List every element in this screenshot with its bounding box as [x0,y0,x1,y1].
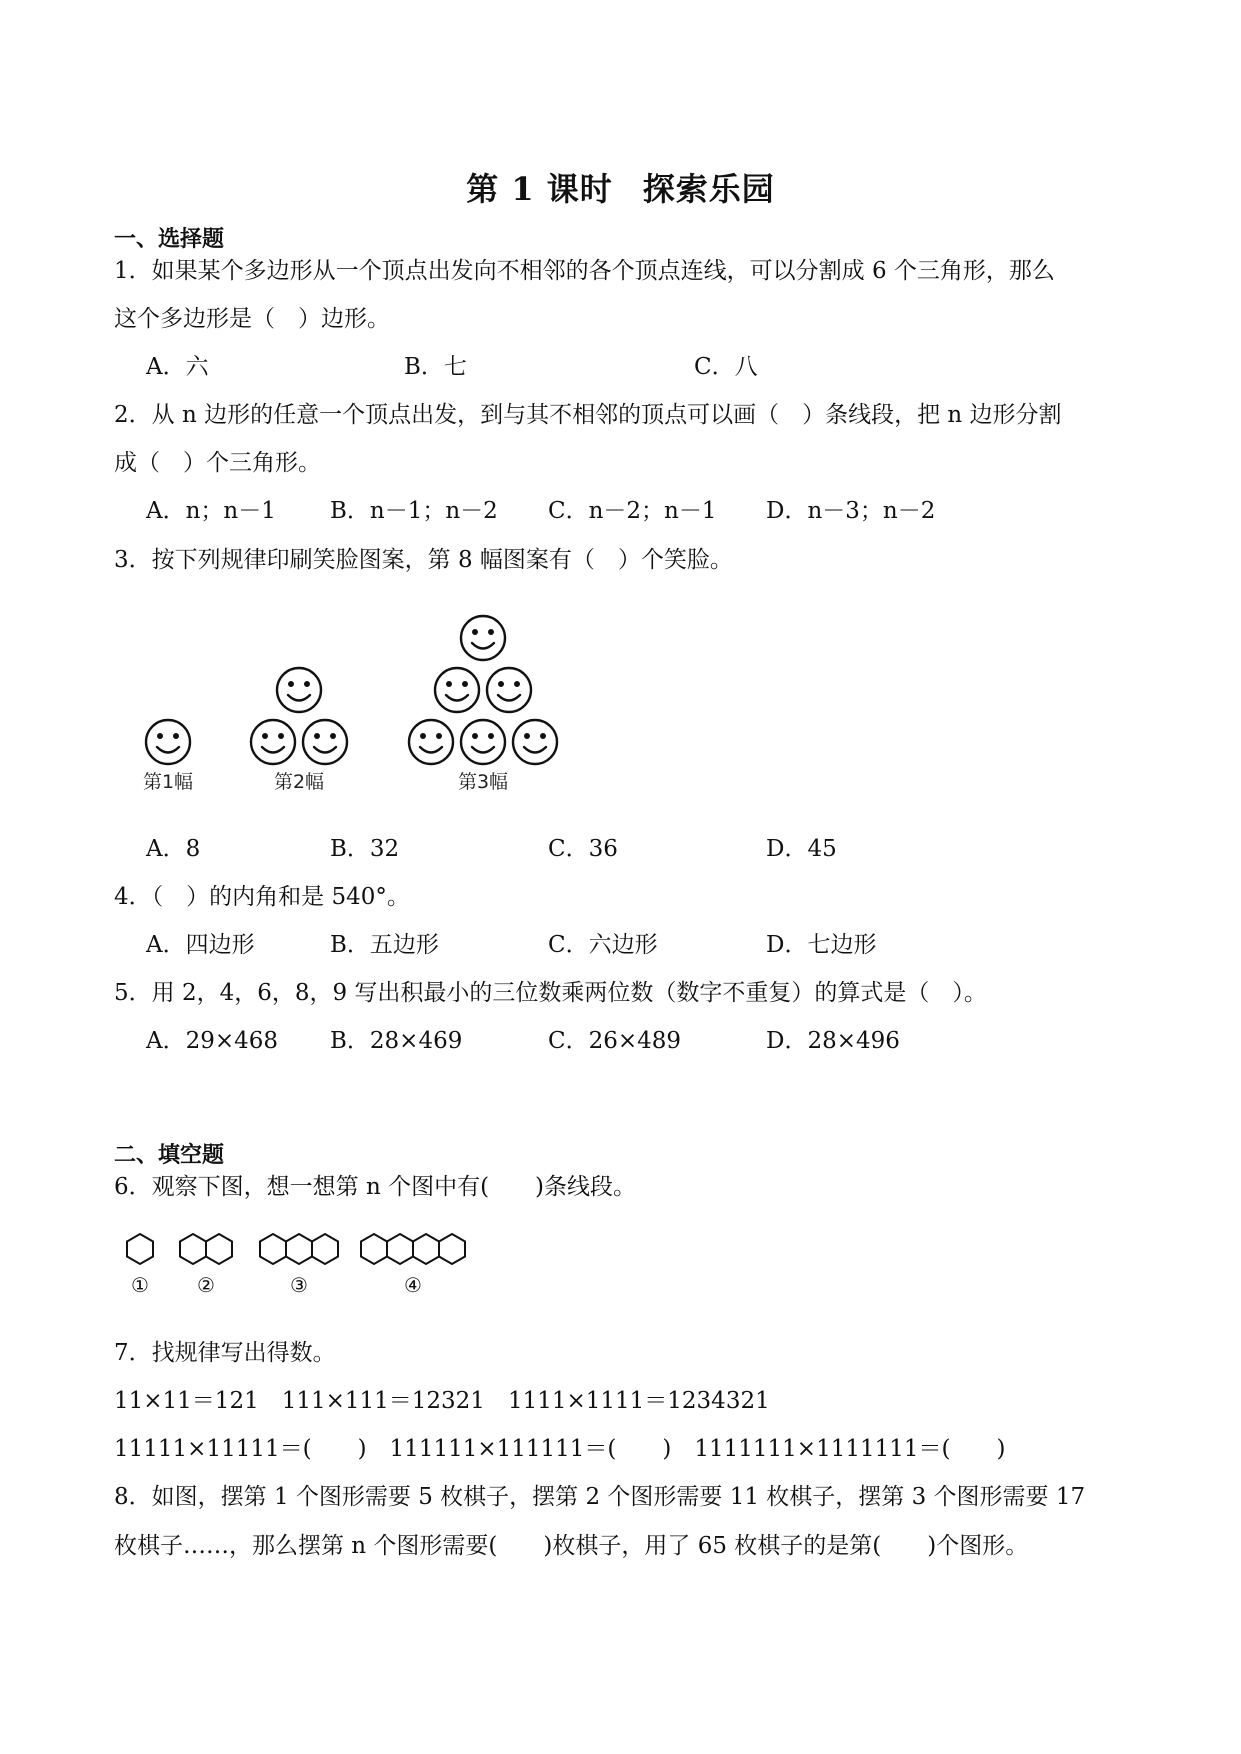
question-2-line-1: 2．从 n 边形的任意一个顶点出发，到与其不相邻的顶点可以画（ ）条线段，把 n 边形分割 [114,402,1062,428]
smiley-face-icon [513,720,557,764]
figure-caption-2: 第2幅 [273,771,325,793]
question-5-option-d: D．28×496 [766,1028,900,1054]
question-2-option-c: C．n－2；n－1 [548,498,717,524]
question-6-line-1: 6．观察下图，想一想第 n 个图中有( )条线段。 [114,1174,637,1200]
question-8-line-1: 8．如图，摆第 1 个图形需要 5 枚棋子，摆第 2 个图形需要 11 枚棋子，摆第 3 个图形需要 17 [114,1484,1086,1510]
lesson-name: 探索乐园 [642,170,775,208]
smiley-face-icon [146,720,190,764]
question-4-line-1: 4．（ ）的内角和是 540°。 [114,884,410,910]
hexagon-shape [439,1234,465,1264]
question-5-line-1: 5．用 2，4，6，8，9 写出积最小的三位数乘两位数（数字不重复）的算式是（ ）。 [114,980,987,1006]
section-heading-choice: 一、选择题 [114,227,225,252]
hexagon-shape [286,1234,312,1264]
hexagon-shape [413,1234,439,1264]
question-4-option-a: A．四边形 [146,932,255,958]
hexagon-shape [180,1234,206,1264]
hexagon-shape [312,1234,338,1264]
hexagon-pattern-figure [120,1228,480,1300]
question-7-line-1: 7．找规律写出得数。 [114,1340,336,1366]
figure-label-2: ② [197,1273,215,1297]
question-2-option-d: D．n－3；n－2 [766,498,936,524]
figure-label-3: ③ [290,1273,308,1297]
figure-label-4: ④ [404,1273,422,1297]
hexagon-shape [206,1234,232,1264]
question-1-line-1: 1．如果某个多边形从一个顶点出发向不相邻的各个顶点连线，可以分割成 6 个三角形，那么 [114,258,1055,284]
smiley-pattern-figure [120,600,580,800]
hexagon-shape [260,1234,286,1264]
page-title [0,164,1241,210]
question-5-option-c: C．26×489 [548,1028,682,1054]
smiley-face-icon [409,720,453,764]
question-2-line-2: 成（ ）个三角形。 [114,450,321,476]
question-1-line-2: 这个多边形是（ ）边形。 [114,306,390,332]
section-heading-fill: 二、填空题 [114,1143,225,1168]
smiley-face-icon [461,720,505,764]
question-4-option-b: B．五边形 [330,932,439,958]
question-1-option-c: C．八 [694,354,758,380]
figure-caption-1: 第1幅 [142,771,194,793]
question-3-line-1: 3．按下列规律印刷笑脸图案，第 8 幅图案有（ ）个笑脸。 [114,547,733,573]
hexagon-shape [361,1234,387,1264]
smiley-face-icon [461,616,505,660]
smiley-face-icon [251,720,295,764]
smiley-face-icon [303,720,347,764]
smiley-face-icon [277,668,321,712]
question-7-line-2: 11×11＝121 111×111＝12321 1111×1111＝1234321 [114,1388,770,1414]
question-4-option-d: D．七边形 [766,932,877,958]
question-8-line-2: 枚棋子……，那么摆第 n 个图形需要( )枚棋子，用了 65 枚棋子的是第( )个图形。 [114,1533,1029,1559]
hexagon-shape [387,1234,413,1264]
question-3-option-a: A．8 [146,836,201,862]
question-3-option-d: D．45 [766,836,837,862]
question-1-option-a: A．六 [146,354,209,380]
smiley-face-icon [435,668,479,712]
figure-label-1: ① [131,1273,149,1297]
question-3-option-c: C．36 [548,836,618,862]
question-5-option-a: A．29×468 [146,1028,279,1054]
question-3-option-b: B．32 [330,836,400,862]
question-4-option-c: C．六边形 [548,932,658,958]
question-7-line-3: 11111×11111＝( ) 111111×111111＝( ) 1111111×1111111＝( ) [114,1436,1006,1462]
question-2-option-a: A．n；n－1 [146,498,276,524]
figure-caption-3: 第3幅 [457,771,509,793]
hexagon-shape [127,1234,153,1264]
question-1-option-b: B．七 [404,354,467,380]
question-5-option-b: B．28×469 [330,1028,463,1054]
question-2-option-b: B．n－1；n－2 [330,498,498,524]
lesson-number: 第 1 课时 [466,170,613,208]
smiley-face-icon [487,668,531,712]
